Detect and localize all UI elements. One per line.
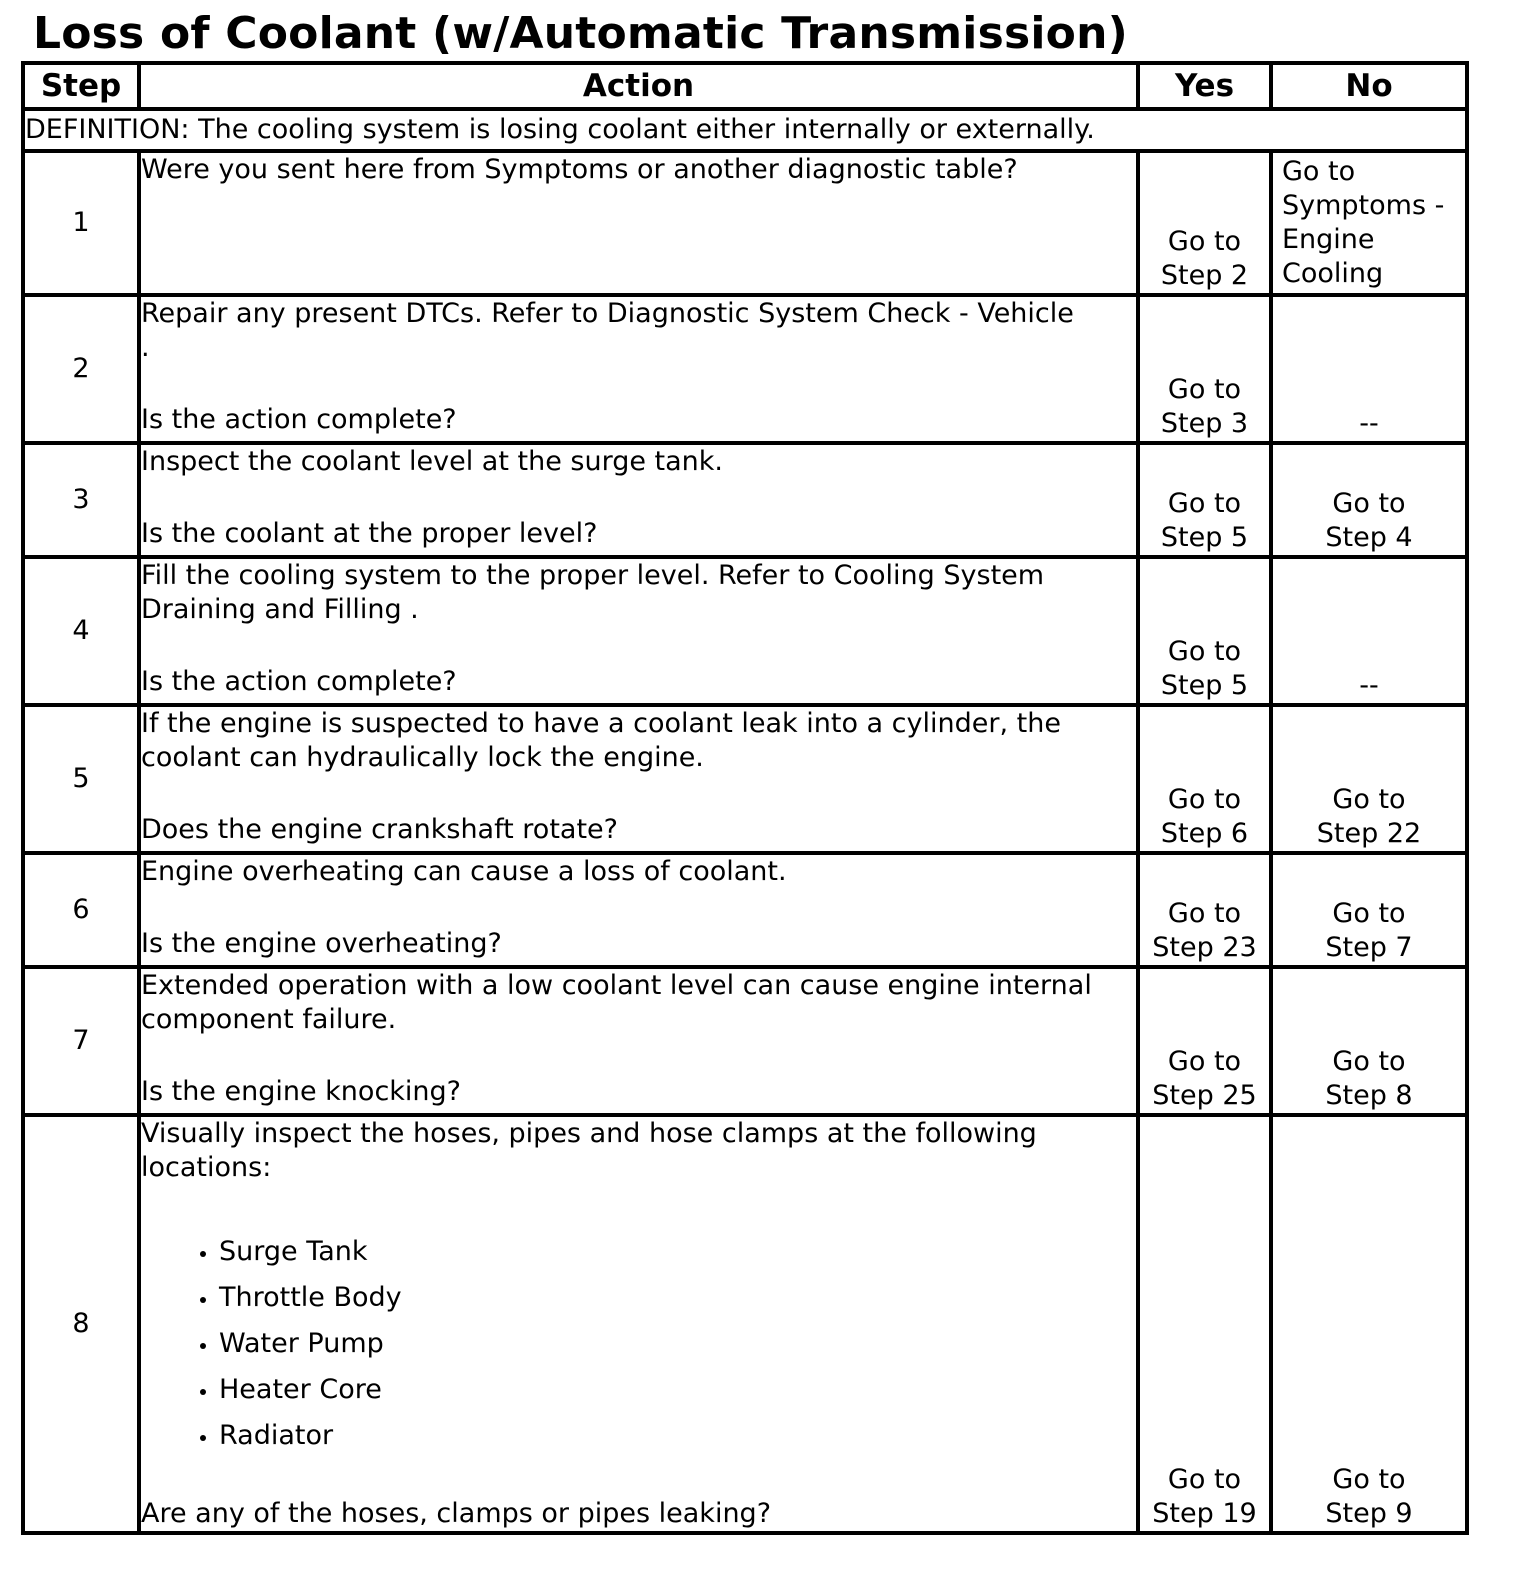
yes-line: Step 19 [1152, 1498, 1257, 1529]
no-line: Go to [1332, 784, 1406, 815]
yes-cell [1138, 151, 1271, 295]
no-cell [1271, 967, 1467, 1115]
locations-list [141, 1229, 1136, 1459]
yes-line: Go to [1167, 636, 1242, 667]
no-cell [1271, 557, 1467, 705]
action-line: Is the engine overheating? [141, 928, 502, 959]
table-row [23, 1115, 1467, 1533]
action-line: Were you sent here from Symptoms or another diagnostic table? [141, 154, 1018, 185]
table-row [23, 853, 1467, 967]
no-line: Go to [1332, 898, 1406, 929]
list-item: • Surge Tank [219, 1229, 1136, 1275]
yes-line: Go to [1167, 374, 1242, 405]
definition-text: DEFINITION: The cooling system is losing coolant either internally or externally. [23, 109, 1467, 151]
action-line: If the engine is suspected to have a coolant leak into a cylinder, the [141, 708, 1061, 739]
list-item: • Throttle Body [219, 1275, 1136, 1321]
action-line: Are any of the hoses, clamps or pipes leaking? [141, 1498, 772, 1529]
no-cell [1271, 1115, 1467, 1533]
no-line: Step 9 [1325, 1498, 1413, 1529]
no-line: -- [1359, 670, 1379, 701]
no-line: Step 7 [1325, 932, 1413, 963]
action-line: Visually inspect the hoses, pipes and hose clamps at the following [141, 1118, 1037, 1149]
header-action: Action [139, 63, 1138, 109]
no-line: Symptoms - [1282, 190, 1445, 221]
table-row [23, 295, 1467, 443]
list-item: • Radiator [219, 1413, 1136, 1459]
step-number: 6 [23, 853, 139, 967]
yes-line: Step 5 [1160, 522, 1249, 553]
yes-cell [1138, 705, 1271, 853]
spacer [141, 1459, 1136, 1497]
yes-line: Step 3 [1160, 408, 1249, 439]
table-row [23, 151, 1467, 295]
yes-line: Step 2 [1160, 260, 1249, 291]
action-line: Engine overheating can cause a loss of coolant. [141, 856, 787, 887]
spacer [141, 1185, 1136, 1229]
yes-line: Go to [1167, 1046, 1242, 1077]
no-cell [1271, 295, 1467, 443]
action-line: Is the coolant at the proper level? [141, 518, 598, 549]
spacer [141, 889, 1136, 927]
action-line: Is the engine knocking? [141, 1076, 462, 1107]
yes-line: Step 23 [1152, 932, 1257, 963]
table-row [23, 443, 1467, 557]
no-line: -- [1359, 408, 1379, 439]
list-item: • Heater Core [219, 1367, 1136, 1413]
yes-line: Go to [1167, 488, 1242, 519]
action-cell [139, 1115, 1138, 1533]
action-line: component failure. [141, 1004, 397, 1035]
yes-line: Go to [1167, 898, 1242, 929]
action-line: Extended operation with a low coolant level can cause engine internal [141, 970, 1092, 1001]
step-number: 1 [23, 151, 139, 295]
no-cell [1271, 151, 1467, 295]
step-number: 3 [23, 443, 139, 557]
action-cell [139, 557, 1138, 705]
diagnostic-table [21, 61, 1469, 1535]
step-number: 5 [23, 705, 139, 853]
yes-cell [1138, 1115, 1271, 1533]
definition-row [23, 109, 1467, 151]
header-step: Step [23, 63, 139, 109]
step-number: 7 [23, 967, 139, 1115]
yes-line: Step 25 [1152, 1080, 1257, 1111]
yes-cell [1138, 443, 1271, 557]
no-cell [1271, 443, 1467, 557]
yes-cell [1138, 853, 1271, 967]
action-line: . [141, 332, 150, 363]
no-line: Go to [1332, 1464, 1406, 1495]
table-row [23, 557, 1467, 705]
action-cell [139, 443, 1138, 557]
page-title: Loss of Coolant (w/Automatic Transmission) [33, 8, 1128, 59]
no-cell [1271, 705, 1467, 853]
no-cell [1271, 853, 1467, 967]
yes-line: Go to [1167, 226, 1242, 257]
no-line: Step 8 [1325, 1080, 1413, 1111]
step-number: 2 [23, 295, 139, 443]
yes-line: Go to [1167, 784, 1242, 815]
no-line: Step 22 [1316, 818, 1422, 849]
spacer [141, 1037, 1136, 1075]
yes-cell [1138, 295, 1271, 443]
action-line: Draining and Filling . [141, 594, 419, 625]
no-line: Go to [1332, 1046, 1406, 1077]
action-cell [139, 151, 1138, 295]
header-yes: Yes [1138, 63, 1271, 109]
header-no: No [1271, 63, 1467, 109]
step-number: 8 [23, 1115, 139, 1533]
step-number: 4 [23, 557, 139, 705]
table-row [23, 967, 1467, 1115]
no-line: Cooling [1282, 258, 1384, 289]
spacer [141, 627, 1136, 665]
no-line: Engine [1282, 224, 1375, 255]
action-line: Inspect the coolant level at the surge tank. [141, 446, 724, 477]
action-cell [139, 967, 1138, 1115]
action-line: Does the engine crankshaft rotate? [141, 814, 618, 845]
action-line: locations: [141, 1152, 272, 1183]
action-line: coolant can hydraulically lock the engine. [141, 742, 704, 773]
yes-cell [1138, 967, 1271, 1115]
action-cell [139, 295, 1138, 443]
action-cell [139, 853, 1138, 967]
spacer [141, 365, 1136, 403]
table-row [23, 705, 1467, 853]
yes-line: Go to [1167, 1464, 1242, 1495]
yes-line: Step 5 [1160, 670, 1249, 701]
action-cell [139, 705, 1138, 853]
yes-cell [1138, 557, 1271, 705]
no-line: Go to [1332, 488, 1406, 519]
no-line: Go to [1282, 156, 1356, 187]
list-item: • Water Pump [219, 1321, 1136, 1367]
action-line: Repair any present DTCs. Refer to Diagnostic System Check - Vehicle [141, 298, 1074, 329]
no-line: Step 4 [1325, 522, 1413, 553]
yes-line: Step 6 [1160, 818, 1249, 849]
action-line: Is the action complete? [141, 666, 457, 697]
action-line: Is the action complete? [141, 404, 457, 435]
action-line: Fill the cooling system to the proper level. Refer to Cooling System [141, 560, 1045, 591]
spacer [141, 775, 1136, 813]
spacer [141, 479, 1136, 517]
header-row [23, 63, 1467, 109]
